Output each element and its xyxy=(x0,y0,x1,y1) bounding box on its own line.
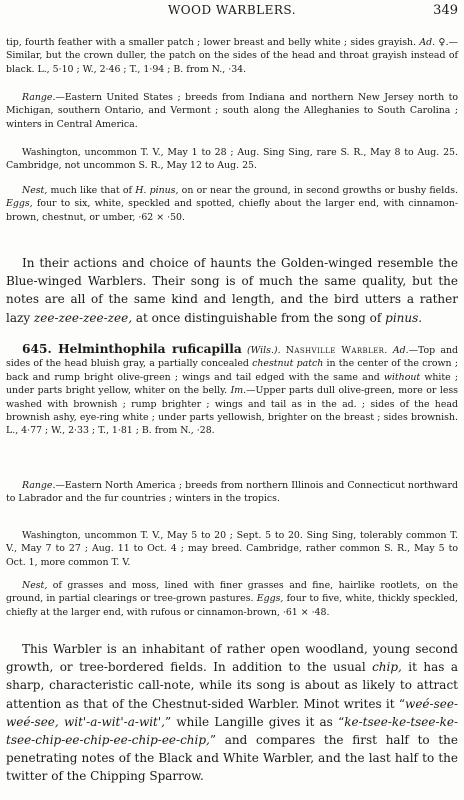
species-range-text: —Eastern North America ; breeds from northern Illinois and Connecticut northward to Labrador and the fur countries ; winters in the tropics. xyxy=(6,480,458,505)
chestnut-patch-text: chestnut patch xyxy=(252,358,324,370)
prev-nest-text-a: much like that of xyxy=(47,185,136,196)
prev-nest-text-b: on or near the ground, in second growths or bushy fields. xyxy=(178,185,458,196)
prev-adult-female-label: Ad. ♀. xyxy=(419,37,449,48)
species-range-label: Range. xyxy=(22,480,56,491)
habits-text-b: it has a sharp, characteristic call-note, while its song is about as likely to attract attention as that of the Chestnut-sided Warbler. Minot writes it “ xyxy=(6,660,458,711)
habits-text-c: ” while Langille gives it as “ xyxy=(165,714,345,729)
habits-text-d: ” and compares the first half to the penetrating notes of the Black and White Warbler, and the last half to the twitter of the Chipping Sparrow. xyxy=(6,733,458,784)
adult-text-c: white ; under parts bright yellow, whiter on the belly. xyxy=(6,371,458,397)
langille-song: ke-tsee-ke-tsee-ke-tsee-chip-ee-chip-ee-chip-ee-chip, xyxy=(6,714,458,748)
species-nest-label: Nest, xyxy=(22,580,48,591)
adult-text-a: —Top and sides of the head bluish gray, a partially concealed xyxy=(6,345,459,370)
species-records xyxy=(6,529,458,569)
species-eggs-label: Eggs, xyxy=(256,593,284,605)
species-heading: 645. Helminthophila ruficapilla xyxy=(22,342,242,356)
species-nest xyxy=(6,579,458,619)
chip-note: chip, xyxy=(372,660,402,675)
page-number: 349 xyxy=(433,3,458,18)
without-text: without xyxy=(383,371,421,383)
running-title: WOOD WARBLERS. xyxy=(167,3,297,17)
species-records-text: Washington, uncommon T. V., May 5 to 20 ; Sept. 5 to 20. Sing Sing, tolerably common T. V., May 7 to 27 ; Aug. 11 to Oct. 4 ; may breed. Cambridge, rather common S. R., May 5 to Oct. 1, more common T. V. xyxy=(6,530,458,568)
page-header xyxy=(6,3,458,21)
prev-nest xyxy=(6,184,458,224)
prev-adult-female-text: —Similar, but the crown duller, the patch on the sides of the head and throat grayish instead of black. L., 5·10 ; W., 2·46 ; T., 1·94 ; B. from N., ·34. xyxy=(6,37,458,75)
prev-habits-paragraph xyxy=(6,254,458,327)
prev-range-label: Range. xyxy=(22,92,56,103)
prev-description xyxy=(6,36,458,76)
immature-text: —Upper parts dull olive-green, more or less washed with brownish ; rump brighter ; wings and tail as in the ad. ; sides of the head brownish ashy, eye-ring white ; under parts yellowish, brighter on the breast ; sides brownish. L., 4·77 ; W., 2·33 ; T., 1·81 ; B. from N., ·28. xyxy=(6,385,458,437)
species-common-name: Nashville Warbler. xyxy=(285,345,388,356)
species-nest-text-a: of grasses and moss, lined with finer grasses and fine, hairlike rootlets, on the ground, in partial clearings or tree-grown pastures. xyxy=(6,580,458,605)
prev-habits-text-b: at once distinguishable from the song of xyxy=(132,310,386,325)
species-range xyxy=(6,479,458,506)
prev-nest-species: H. pinus, xyxy=(135,185,179,196)
prev-description-text: tip, fourth feather with a smaller patch ; lower breast and belly white ; sides grayish. xyxy=(6,37,420,48)
adult-text-b: in the center of the crown ; back and rump bright olive-green ; wings and tail edged with the same and xyxy=(6,358,458,383)
minot-song: weé-see-weé-see, wit'-a-wit'-a-wit', xyxy=(6,696,458,729)
prev-records-text: Washington, uncommon T. V., May 1 to 28 ; Aug. Sing Sing, rare S. R., May 8 to Aug. 25. Cambridge, not uncommon S. R., May 12 to Aug. 25. xyxy=(6,147,458,172)
immature-label: Im. xyxy=(230,385,247,397)
species-nest-text-b: four to five, white, thickly speckled, chiefly at the larger end, with rufous or cinnamon-brown, ·61 × ·48. xyxy=(6,593,458,618)
prev-pinus: pinus. xyxy=(385,310,423,325)
prev-eggs-label: Eggs, xyxy=(6,198,33,210)
species-habits-paragraph xyxy=(6,640,458,786)
adult-label: Ad. xyxy=(392,345,409,356)
prev-song: zee-zee-zee-zee, xyxy=(33,310,133,325)
prev-range-text: —Eastern United States ; breeds from Indiana and northern New Jersey north to Michigan, southern Ontario, and Vermont ; south along the Alleghanies to South Carolina ; winters in Central America. xyxy=(6,92,458,130)
species-645-entry xyxy=(6,343,458,438)
prev-nest-text-c: four to six, white, speckled and spotted, chiefly about the larger end, with cinnamon-brown, chestnut, or umber, ·62 × ·50. xyxy=(6,198,458,223)
prev-range xyxy=(6,91,458,131)
species-authority: (Wils.). xyxy=(241,345,281,356)
habits-text-a: This Warbler is an inhabitant of rather open woodland, young second growth, or tree-bordered fields. In addition to the usual xyxy=(6,642,458,675)
prev-records xyxy=(6,146,458,173)
prev-nest-label: Nest, xyxy=(22,185,48,196)
prev-habits-text-a: In their actions and choice of haunts the Golden-winged resemble the Blue-winged Warblers. Their song is of much the same quality, but the notes are all of the same kind and length, and the bird utters a rather lazy xyxy=(6,256,458,325)
